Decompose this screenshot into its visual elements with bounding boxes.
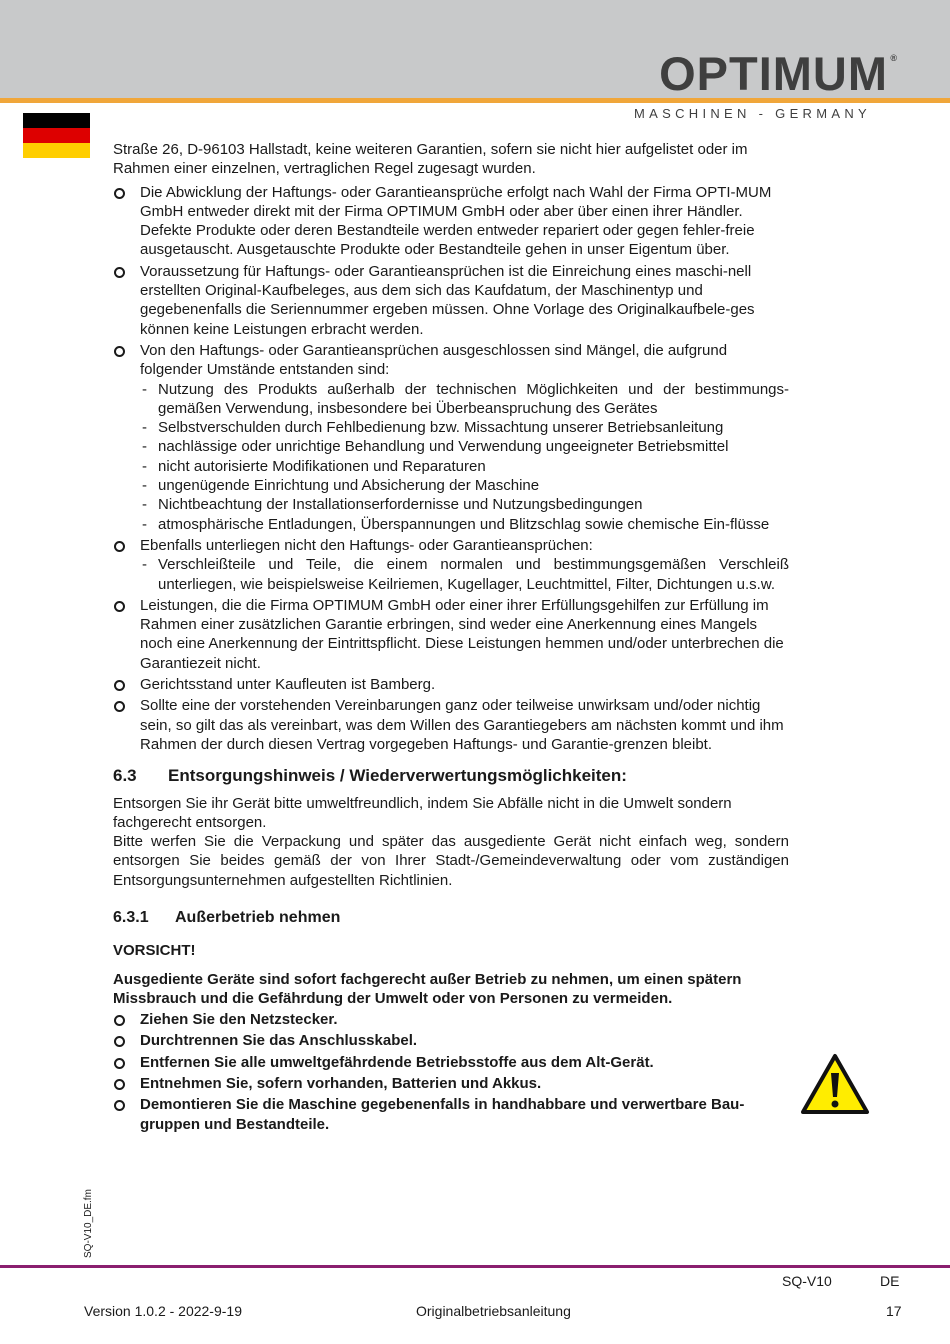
- warning-icon: [800, 1053, 870, 1115]
- step-item: Entfernen Sie alle umweltgefährdende Betriebsstoffe aus dem Alt-Gerät.: [113, 1053, 789, 1072]
- footer-language: DE: [880, 1273, 900, 1289]
- caution-text: Ausgediente Geräte sind sofort fachgerecht außer Betrieb zu nehmen, um einen spätern Missbrauch und die Gefährdung der Umwelt oder von Personen zu vermeiden.: [113, 970, 742, 1007]
- footer-model: SQ-V10: [782, 1273, 832, 1289]
- list-item: [113, 341, 789, 380]
- subsection-heading: [113, 908, 789, 927]
- sub-list-item: - nachlässige oder unrichtige Behandlung und Verwendung ungeeigneter Betriebsmittel: [113, 437, 789, 456]
- footer-document-title: Originalbetriebsanleitung: [416, 1303, 571, 1319]
- paragraph: Bitte werfen Sie die Verpackung und später das ausgediente Gerät nicht einfach weg, sondern entsorgen Sie beides gemäß der von Ihrer Stadt-/Gemeindeverwaltung oder vom zuständigen Entsorgungsunternehmen aufgestellten Richtlinien.: [113, 833, 789, 889]
- step-item: Ziehen Sie den Netzstecker.: [113, 1010, 789, 1029]
- section-title: Entsorgungshinweis / Wiederverwertungsmöglichkeiten:: [168, 766, 627, 786]
- page-content: [113, 140, 789, 1134]
- sub-list-item: - atmosphärische Entladungen, Überspannungen und Blitzschlag sowie chemische Ein-flüsse: [113, 515, 789, 534]
- sub-list-item: - Nutzung des Produkts außerhalb der technischen Möglichkeiten und der bestimmungs-gemäßen Verwendung, insbesondere bei Überbeanspruchung des Gerätes: [113, 380, 789, 419]
- step-item: Durchtrennen Sie das Anschlusskabel.: [113, 1031, 789, 1050]
- subsection-title: Außerbetrieb nehmen: [175, 908, 341, 926]
- page-number: 17: [886, 1303, 902, 1319]
- list-item-text: Defekte Produkte oder deren Bestandteile werden entweder repariert oder gegen fehler-freie ausgetauscht. Ausgetauschte Produkte oder Bestandteile gehen in unser Eigentum über.: [140, 222, 755, 259]
- caution-label: VORSICHT!: [113, 942, 196, 960]
- intro-line: Rahmen einer einzelnen, vertraglichen Regel zugesagt wurden.: [113, 160, 536, 178]
- list-item: Sollte eine der vorstehenden Vereinbarungen ganz oder teilweise unwirksam und/oder nichtig sein, so gilt das als vereinbart, was dem Willen des Garantiegebers am nächsten kommt und ihm Rahmen der durch diesen Vertrag vorgegeben Haftungs- und Garantie-grenzen bleibt.: [113, 696, 789, 754]
- brand-tagline: MASCHINEN - GERMANY: [634, 106, 871, 121]
- subsection-number: 6.3.1: [113, 908, 149, 926]
- step-item: Demontieren Sie die Maschine gegebenenfalls in handhabbare und verwertbare Bau-gruppen und Bestandteile.: [113, 1095, 789, 1134]
- step-item: Entnehmen Sie, sofern vorhanden, Batterien und Akkus.: [113, 1074, 789, 1093]
- sub-list-item: - ungenügende Einrichtung und Absicherung der Maschine: [113, 476, 789, 495]
- sub-list-item: - Verschleißteile und Teile, die einem normalen und bestimmungsgemäßen Verschleiß unterliegen, wie beispielsweise Keilriemen, Kugellager, Leuchtmittel, Filter, Dichtungen u.s.w.: [113, 555, 789, 594]
- section-heading: [113, 766, 789, 785]
- list-item: Ebenfalls unterliegen nicht den Haftungs- oder Garantieansprüchen:: [113, 536, 789, 555]
- source-file-code: SQ-V10_DE.fm: [83, 1189, 94, 1258]
- brand-logo: [659, 47, 898, 100]
- paragraph: Entsorgen Sie ihr Gerät bitte umweltfreundlich, indem Sie Abfälle nicht in die Umwelt sondern fachgerecht entsorgen.: [113, 794, 732, 831]
- section-number: 6.3: [113, 766, 137, 786]
- brand-name: OPTIMUM: [659, 47, 888, 100]
- intro-line: Straße 26, D-96103 Hallstadt, keine weiteren Garantien, sofern sie nicht hier aufgelistet oder im: [113, 141, 748, 158]
- list-item-text: Von den Haftungs- oder Garantieansprüchen ausgeschlossen sind Mängel, die aufgrund folgender Umstände entstanden sind:: [140, 341, 728, 379]
- sub-list-item: - Selbstverschulden durch Fehlbedienung bzw. Missachtung unserer Betriebsanleitung: [113, 418, 789, 437]
- sub-list-item: - Nichtbeachtung der Installationserfordernisse und Nutzungsbedingungen: [113, 495, 789, 514]
- registered-mark: ®: [890, 53, 898, 63]
- list-item: Gerichtsstand unter Kaufleuten ist Bamberg.: [113, 675, 789, 694]
- sub-list-item: - nicht autorisierte Modifikationen und Reparaturen: [113, 457, 789, 476]
- list-item: [113, 183, 789, 260]
- list-item-text: Die Abwicklung der Haftungs- oder Garantieansprüche erfolgt nach Wahl der Firma OPTI-MUM GmbH entweder direkt mit der Firma OPTIMUM GmbH oder aber über einen ihrer Händler.: [140, 183, 772, 220]
- list-item: Leistungen, die die Firma OPTIMUM GmbH oder einer ihrer Erfüllungsgehilfen zur Erfüllung im Rahmen einer zusätzlichen Garantie erbringen, sind weder eine Anerkennung eines Mangels noch eine Anerkennung der Eintrittspflicht. Diese Leistungen hemmen und/oder unterbrechen die Garantiezeit nicht.: [113, 596, 789, 673]
- german-flag-icon: [23, 113, 90, 158]
- footer-rule: [0, 1265, 950, 1268]
- list-item: Voraussetzung für Haftungs- oder Garantieansprüchen ist die Einreichung eines maschi-nell erstellten Original-Kaufbeleges, aus dem sich das Kaufdatum, der Maschinentyp und gegebenenfalls die Seriennummer ergeben müssen. Ohne Vorlage des Originalkaufbele-ges können keine Leistungen erbracht werden.: [113, 262, 789, 339]
- footer-version: Version 1.0.2 - 2022-9-19: [84, 1303, 242, 1319]
